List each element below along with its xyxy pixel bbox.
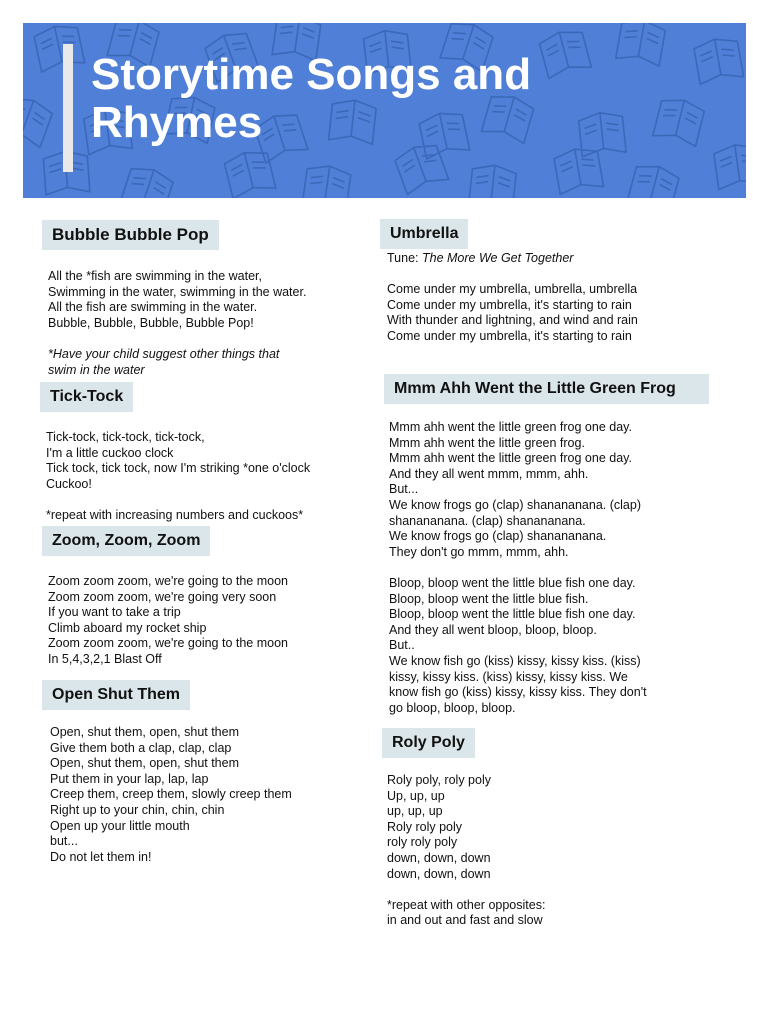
lyric-line: Roly poly, roly poly bbox=[387, 773, 491, 787]
lyric-line: down, down, down bbox=[387, 866, 491, 881]
lyric-line: Bloop, bloop went the little blue fish one day. bbox=[389, 607, 636, 622]
lyric-line: Right up to your chin, chin, chin bbox=[50, 802, 225, 817]
lyric-line bbox=[387, 882, 545, 898]
lyric-line: But... bbox=[389, 482, 419, 497]
song-lyrics-umbrella bbox=[387, 282, 638, 344]
lyric-line: know fish go (kiss) kissy, kissy kiss. They don't bbox=[389, 685, 647, 700]
song-title-bubble: Bubble Bubble Pop bbox=[42, 220, 219, 250]
lyric-line: If you want to take a trip bbox=[48, 605, 181, 620]
lyric-line: Roly roly poly bbox=[387, 819, 463, 834]
lyric-line: Mmm ahh went the little green frog one day. bbox=[389, 420, 632, 434]
song-lyrics-zoom bbox=[48, 574, 288, 668]
lyric-line: And they all went mmm, mmm, ahh. bbox=[389, 466, 589, 481]
song-title-umbrella: Umbrella bbox=[380, 219, 468, 249]
song-title-frog: Mmm Ahh Went the Little Green Frog bbox=[384, 374, 709, 404]
page-title: Storytime Songs and Rhymes bbox=[91, 50, 532, 147]
lyric-line: Open, shut them, open, shut them bbox=[50, 756, 240, 771]
lyric-line: They don't go mmm, mmm, ahh. bbox=[389, 544, 569, 559]
lyric-line: in and out and fast and slow bbox=[387, 913, 543, 928]
lyric-line: We know frogs go (clap) shanananana. (clap) bbox=[389, 497, 641, 512]
lyric-line: go bloop, bloop, bloop. bbox=[389, 700, 516, 715]
song-title-roly-poly: Roly Poly bbox=[382, 728, 475, 758]
lyric-line: *repeat with increasing numbers and cuckoos* bbox=[46, 507, 304, 522]
song-lyrics-open-shut bbox=[50, 725, 292, 865]
lyric-line: Zoom zoom zoom, we're going very soon bbox=[48, 589, 277, 604]
song-lyrics-roly-poly bbox=[387, 773, 545, 929]
lyric-line: And they all went bloop, bloop, bloop. bbox=[389, 622, 597, 637]
lyric-line: kissy, kissy kiss. (kiss) kissy, kissy kiss. We bbox=[389, 669, 628, 684]
lyric-line: *Have your child suggest other things that bbox=[48, 346, 280, 361]
lyric-line: We know frogs go (clap) shanananana. bbox=[389, 529, 607, 544]
lyric-line: Do not let them in! bbox=[50, 849, 152, 864]
title-accent-bar bbox=[63, 44, 73, 172]
lyric-line: With thunder and lightning, and wind and rain bbox=[387, 313, 638, 328]
lyric-line: Mmm ahh went the little green frog one day. bbox=[389, 451, 632, 466]
lyric-line: up, up, up bbox=[387, 804, 443, 819]
lyric-line: roly roly poly bbox=[387, 835, 458, 850]
lyric-line: *repeat with other opposites: bbox=[387, 897, 546, 912]
lyric-line: Zoom zoom zoom, we're going to the moon bbox=[48, 574, 289, 588]
lyric-line: Creep them, creep them, slowly creep them bbox=[50, 787, 292, 802]
lyric-line: swim in the water bbox=[48, 362, 145, 377]
lyric-line bbox=[48, 331, 306, 347]
lyric-line: Put them in your lap, lap, lap bbox=[50, 771, 209, 786]
lyric-line: Open up your little mouth bbox=[50, 818, 190, 833]
lyric-line: down, down, down bbox=[387, 850, 491, 865]
lyric-line: Tick-tock, tick-tock, tick-tock, bbox=[46, 430, 205, 444]
lyric-line: I'm a little cuckoo clock bbox=[46, 445, 174, 460]
tune-name: The More We Get Together bbox=[421, 251, 574, 265]
song-title-tick-tock: Tick-Tock bbox=[40, 382, 133, 412]
song-lyrics-frog bbox=[389, 420, 647, 716]
lyric-line: But.. bbox=[389, 638, 415, 653]
song-title-open-shut: Open Shut Them bbox=[42, 680, 190, 710]
lyric-line: Give them both a clap, clap, clap bbox=[50, 740, 232, 755]
lyric-line: Tick tock, tick tock, now I'm striking *one o'clock bbox=[46, 461, 311, 476]
song-title-zoom: Zoom, Zoom, Zoom bbox=[42, 526, 210, 556]
lyric-line: Bloop, bloop went the little blue fish one day. bbox=[389, 575, 636, 590]
lyric-line: In 5,4,3,2,1 Blast Off bbox=[48, 651, 162, 666]
lyric-line: but... bbox=[50, 834, 78, 849]
lyric-line: Come under my umbrella, it's starting to rain bbox=[387, 328, 632, 343]
lyric-line: Up, up, up bbox=[387, 788, 445, 803]
header-banner bbox=[23, 23, 746, 198]
lyric-line: All the *fish are swimming in the water, bbox=[48, 269, 262, 283]
lyric-line: Come under my umbrella, umbrella, umbrella bbox=[387, 282, 638, 296]
lyric-line: Bubble, Bubble, Bubble, Bubble Pop! bbox=[48, 315, 254, 330]
lyric-line: Come under my umbrella, it's starting to rain bbox=[387, 297, 632, 312]
lyric-line: Open, shut them, open, shut them bbox=[50, 725, 240, 739]
lyric-line: Cuckoo! bbox=[46, 476, 92, 491]
lyric-line: Bloop, bloop went the little blue fish. bbox=[389, 591, 589, 606]
lyric-line: Zoom zoom zoom, we're going to the moon bbox=[48, 636, 289, 651]
lyric-line: We know fish go (kiss) kissy, kissy kiss. (kiss) bbox=[389, 653, 641, 668]
song-lyrics-tick-tock bbox=[46, 430, 310, 524]
lyric-line: All the fish are swimming in the water. bbox=[48, 300, 258, 315]
song-tune-umbrella bbox=[387, 251, 573, 267]
song-lyrics-bubble bbox=[48, 269, 306, 378]
tune-label: Tune: bbox=[387, 251, 422, 265]
lyric-line bbox=[389, 560, 647, 576]
lyric-line: Climb aboard my rocket ship bbox=[48, 620, 207, 635]
lyric-line: Mmm ahh went the little green frog. bbox=[389, 435, 585, 450]
lyric-line: Swimming in the water, swimming in the water. bbox=[48, 284, 307, 299]
lyric-line: shanananana. (clap) shanananana. bbox=[389, 513, 586, 528]
lyric-line bbox=[46, 492, 310, 508]
